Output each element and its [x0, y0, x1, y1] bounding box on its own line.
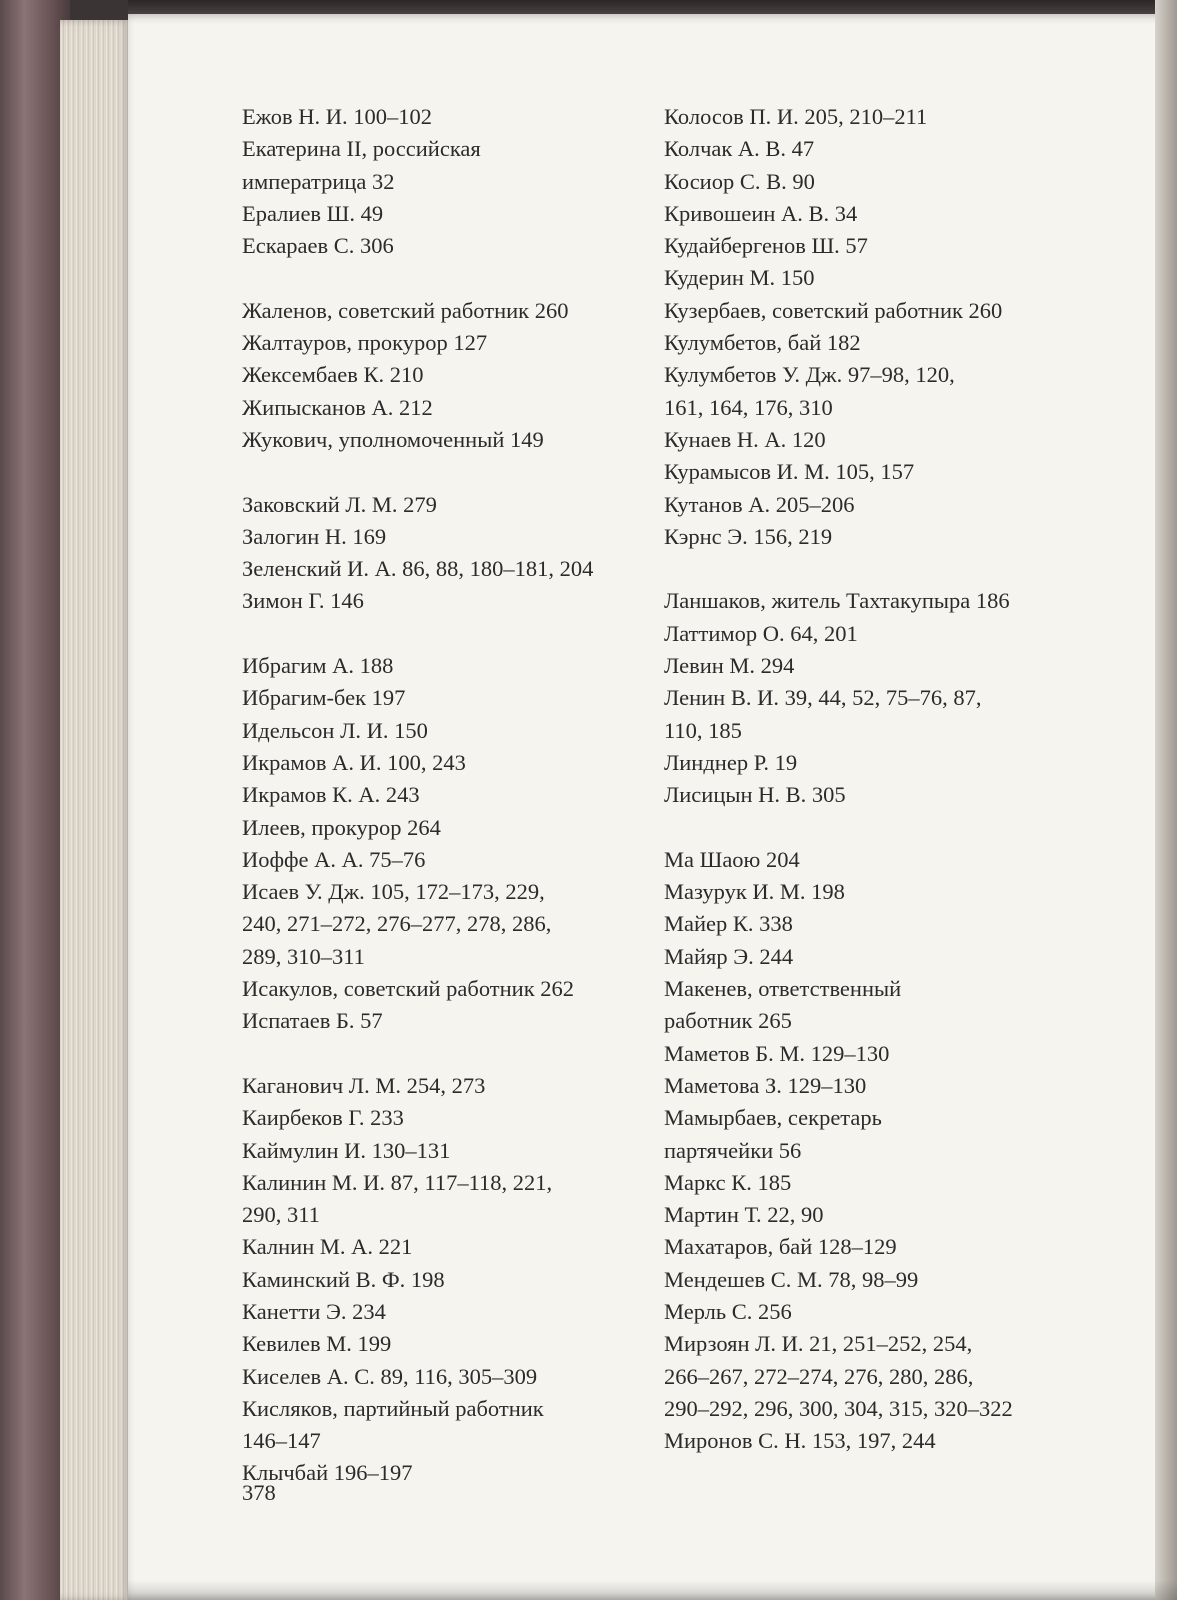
index-entry: 146–147 — [242, 1428, 321, 1454]
index-entry: Зимон Г. 146 — [242, 588, 364, 614]
section-gap — [242, 1038, 672, 1070]
index-entry: Исаев У. Дж. 105, 172–173, 229, — [242, 879, 545, 905]
index-entry: работник 265 — [664, 1008, 792, 1034]
index-entry: Жукович, уполномоченный 149 — [242, 426, 544, 452]
index-entry: Кутанов А. 205–206 — [664, 491, 855, 517]
index-entry: Жексембаев К. 210 — [242, 362, 424, 388]
index-column-right — [664, 101, 1094, 1457]
index-entry: Каймулин И. 130–131 — [242, 1137, 451, 1163]
index-entry: Залогин Н. 169 — [242, 523, 387, 549]
index-entry: Ленин В. И. 39, 44, 52, 75–76, 87, — [664, 685, 982, 711]
index-entry: Ералиев Ш. 49 — [242, 200, 384, 226]
index-entry: Каирбеков Г. 233 — [242, 1105, 404, 1131]
index-entry: 266–267, 272–274, 276, 280, 286, — [664, 1363, 974, 1389]
index-entry: Заковский Л. М. 279 — [242, 491, 437, 517]
top-edge-shadow — [128, 0, 1177, 14]
page-number: 378 — [242, 1480, 276, 1505]
index-column-left — [242, 101, 672, 1490]
index-entry: Маметова З. 129–130 — [664, 1072, 867, 1098]
index-entry: Ежов Н. И. 100–102 — [242, 104, 432, 129]
index-entry: Ибрагим А. 188 — [242, 653, 394, 679]
index-entry: Кисляков, партийный работник — [242, 1395, 544, 1421]
section-gap — [664, 553, 1094, 585]
index-entry: Мамырбаев, секретарь — [664, 1105, 882, 1131]
index-entry: Жалтауров, прокурор 127 — [242, 330, 488, 356]
index-entry: Каганович Л. М. 254, 273 — [242, 1072, 486, 1098]
section-gap — [242, 262, 672, 294]
index-entry: Клычбай 196–197 — [242, 1460, 413, 1486]
index-entry: Икрамов К. А. 243 — [242, 782, 420, 808]
index-entry: Кузербаев, советский работник 260 — [664, 297, 1003, 323]
index-entry: Майер К. 338 — [664, 911, 793, 937]
index-entry: Мазурук И. М. 198 — [664, 879, 845, 905]
index-entry: Майяр Э. 244 — [664, 943, 794, 969]
index-entry: Кудайбергенов Ш. 57 — [664, 233, 868, 259]
index-entry: Мартин Т. 22, 90 — [664, 1202, 824, 1228]
index-entry: Киселев А. С. 89, 116, 305–309 — [242, 1363, 538, 1389]
index-entry: Жипысканов А. 212 — [242, 394, 433, 420]
index-entry: Идельсон Л. И. 150 — [242, 717, 428, 743]
index-entry: Кевилев М. 199 — [242, 1331, 392, 1357]
section-gap — [242, 618, 672, 650]
index-entry: Колосов П. И. 205, 210–211 — [664, 104, 928, 129]
index-entry: Левин М. 294 — [664, 653, 795, 679]
index-entry: 290, 311 — [242, 1202, 320, 1228]
index-entry: Мирзоян Л. И. 21, 251–252, 254, — [664, 1331, 973, 1357]
index-entry: 161, 164, 176, 310 — [664, 394, 833, 420]
index-entry: Маркс К. 185 — [664, 1169, 792, 1195]
index-entry: Иоффе А. А. 75–76 — [242, 846, 426, 872]
index-entry: Колчак А. В. 47 — [664, 136, 815, 162]
index-entry: Кулумбетов У. Дж. 97–98, 120, — [664, 362, 955, 388]
book-edge-right — [1155, 0, 1177, 1600]
index-entry: Лисицын Н. В. 305 — [664, 782, 846, 808]
index-entry: Жаленов, советский работник 260 — [242, 297, 569, 323]
index-entry: Каминский В. Ф. 198 — [242, 1266, 445, 1292]
index-entry: Испатаев Б. 57 — [242, 1008, 383, 1034]
index-entry: Илеев, прокурор 264 — [242, 814, 441, 840]
index-entry: Кудерин М. 150 — [664, 265, 815, 291]
index-entry: Макенев, ответственный — [664, 976, 902, 1002]
section-gap — [664, 812, 1094, 844]
index-entry: Кривошеин А. В. 34 — [664, 200, 858, 226]
index-entry: Кунаев Н. А. 120 — [664, 426, 826, 452]
index-entry: Латтимор О. 64, 201 — [664, 620, 858, 646]
index-entry: Ескараев С. 306 — [242, 233, 394, 259]
index-entry: Махатаров, бай 128–129 — [664, 1234, 897, 1260]
index-entry: Ланшаков, житель Тахтакупыра 186 — [664, 588, 1010, 614]
page-stack-edges — [60, 20, 132, 1600]
index-entry: Икрамов А. И. 100, 243 — [242, 749, 466, 775]
index-entry: Миронов С. Н. 153, 197, 244 — [664, 1428, 936, 1454]
index-entry: Мендешев С. М. 78, 98–99 — [664, 1266, 919, 1292]
index-entry: Косиор С. В. 90 — [664, 168, 815, 194]
bottom-shadow — [128, 1580, 1177, 1600]
index-entry: Мерль С. 256 — [664, 1298, 792, 1324]
section-gap — [242, 456, 672, 488]
index-entry: Калинин М. И. 87, 117–118, 221, — [242, 1169, 553, 1195]
index-entry: 290–292, 296, 300, 304, 315, 320–322 — [664, 1395, 1013, 1421]
index-entry: Ма Шаою 204 — [664, 846, 800, 872]
index-entry: Зеленский И. А. 86, 88, 180–181, 204 — [242, 556, 594, 582]
index-entry: Маметов Б. М. 129–130 — [664, 1040, 890, 1066]
index-entry: Линднер Р. 19 — [664, 749, 798, 775]
index-entry: 240, 271–272, 276–277, 278, 286, — [242, 911, 552, 937]
index-entry: Кулумбетов, бай 182 — [664, 330, 861, 356]
index-entry: 289, 310–311 — [242, 943, 365, 969]
index-entry: Канетти Э. 234 — [242, 1298, 386, 1324]
index-entry: партячейки 56 — [664, 1137, 802, 1163]
index-entry: Кэрнс Э. 156, 219 — [664, 523, 833, 549]
index-entry: Курамысов И. М. 105, 157 — [664, 459, 915, 485]
index-entry: Екатерина II, российская — [242, 136, 481, 162]
index-entry: Исакулов, советский работник 262 — [242, 976, 575, 1002]
index-entry: 110, 185 — [664, 717, 742, 743]
index-entry: императрица 32 — [242, 168, 395, 194]
index-entry: Ибрагим-бек 197 — [242, 685, 406, 711]
index-entry: Калнин М. А. 221 — [242, 1234, 413, 1260]
